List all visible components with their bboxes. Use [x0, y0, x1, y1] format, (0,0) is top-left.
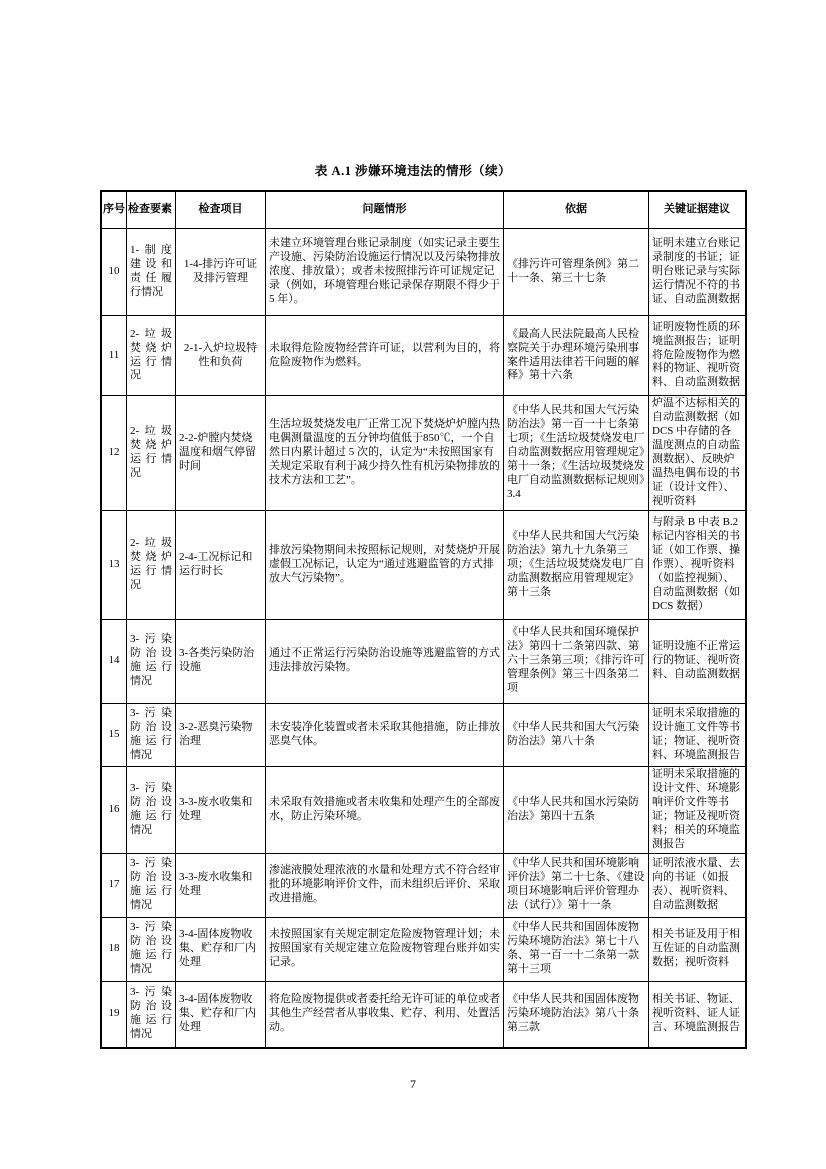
cell-basis: 《中华人民共和国固体废物污染环境防治法》第八十条第三款 — [504, 981, 649, 1048]
cell-no: 16 — [101, 766, 127, 853]
cell-evidence: 相关书证、物证、视听资料、证人证言、环境监测报告 — [649, 981, 747, 1048]
cell-problem: 将危险废物提供或者委托给无许可证的单位或者其他生产经营者从事收集、贮存、利用、处置活动。 — [266, 981, 504, 1048]
cell-basis: 《中华人民共和国环境影响评价法》第二十七条、《建设项目环境影响后评价管理办法（试行）》第十一条 — [504, 853, 649, 917]
cell-item: 3-2-恶臭污染物治理 — [176, 703, 266, 766]
cell-item: 2-2-炉膛内焚烧温度和烟气停留时间 — [176, 396, 266, 511]
table-row — [101, 853, 746, 917]
cell-evidence: 证明设施不正常运行的物证、视听资料、自动监测数据 — [649, 619, 747, 703]
cell-item: 3-各类污染防治设施 — [176, 619, 266, 703]
cell-evidence: 与附录 B 中表 B.2 标记内容相关的书证（如工作票、操作票）、视听资料（如监控视频）、自动监测数据（如 DCS 数据） — [649, 510, 747, 619]
cell-problem: 未建立环境管理台账记录制度（如实记录主要生产设施、污染防治设施运行情况以及污染物排放浓度、排放量）；或者未按照排污许可证规定记录（例如，环境管理台账记录保存期限不得少于 5 年）。 — [266, 229, 504, 316]
cell-element: 3-污染防治设施运行情况 — [127, 766, 176, 853]
cell-element: 2-垃圾焚烧炉运行情况 — [127, 316, 176, 396]
column-header-evidence: 关键证据建议 — [649, 191, 747, 229]
cell-no: 18 — [101, 917, 127, 981]
cell-evidence: 证明未采取措施的设计施工文件等书证；物证、视听资料、环境监测报告 — [649, 703, 747, 766]
column-header-element: 检查要素 — [127, 191, 176, 229]
cell-basis: 《中华人民共和国大气污染防治法》第八十条 — [504, 703, 649, 766]
header-row — [101, 191, 746, 229]
table-row — [101, 316, 746, 396]
cell-element: 2-垃圾焚烧炉运行情况 — [127, 510, 176, 619]
cell-basis: 《最高人民法院最高人民检察院关于办理环境污染刑事案件适用法律若干问题的解释》第十六条 — [504, 316, 649, 396]
cell-evidence: 证明未建立台账记录制度的书证；证明台账记录与实际运行情况不符的书证、自动监测数据 — [649, 229, 747, 316]
table-row — [101, 510, 746, 619]
cell-item: 3-4-固体废物收集、贮存和厂内处理 — [176, 981, 266, 1048]
table-row — [101, 703, 746, 766]
cell-element: 3-污染防治设施运行情况 — [127, 853, 176, 917]
cell-no: 12 — [101, 396, 127, 511]
table-row — [101, 981, 746, 1048]
table-row — [101, 917, 746, 981]
cell-item: 1-4-排污许可证及排污管理 — [176, 229, 266, 316]
cell-basis: 《排污许可管理条例》第二十一条、第三十七条 — [504, 229, 649, 316]
cell-item: 2-1-入炉垃圾特性和负荷 — [176, 316, 266, 396]
cell-element: 3-污染防治设施运行情况 — [127, 917, 176, 981]
cell-no: 13 — [101, 510, 127, 619]
cell-element: 1-制度建设和责任履行情况 — [127, 229, 176, 316]
column-header-problem: 问题情形 — [266, 191, 504, 229]
cell-basis: 《中华人民共和国大气污染防治法》第一百一十七条第七项；《生活垃圾焚烧发电厂自动监测数据应用管理规定》第十一条；《生活垃圾焚烧发电厂自动监测数据标记规则》3.4 — [504, 396, 649, 511]
cell-item: 3-3-废水收集和处理 — [176, 766, 266, 853]
table-header — [101, 191, 746, 229]
table-row — [101, 396, 746, 511]
cell-problem: 未安装净化装置或者未采取其他措施，防止排放恶臭气体。 — [266, 703, 504, 766]
cell-element: 2-垃圾焚烧炉运行情况 — [127, 396, 176, 511]
cell-evidence: 证明未采取措施的设计文件、环境影响评价文件等书证；物证及视听资料；相关的环境监测报告 — [649, 766, 747, 853]
table-row — [101, 619, 746, 703]
cell-basis: 《中华人民共和国水污染防治法》第四十五条 — [504, 766, 649, 853]
cell-problem: 未采取有效措施或者未收集和处理产生的全部废水，防止污染环境。 — [266, 766, 504, 853]
cell-element: 3-污染防治设施运行情况 — [127, 981, 176, 1048]
cell-basis: 《中华人民共和国大气污染防治法》第九十九条第三项；《生活垃圾焚烧发电厂自动监测数据应用管理规定》第十三条 — [504, 510, 649, 619]
table-title: 表 A.1 涉嫌环境违法的情形（续） — [314, 164, 512, 178]
column-header-basis: 依据 — [504, 191, 649, 229]
cell-evidence: 相关书证及用于相互佐证的自动监测数据；视听资料 — [649, 917, 747, 981]
cell-item: 3-4-固体废物收集、贮存和厂内处理 — [176, 917, 266, 981]
cell-basis: 《中华人民共和国固体废物污染环境防治法》第七十八条、第一百一十二条第一款第十三项 — [504, 917, 649, 981]
table-row — [101, 229, 746, 316]
violations-table — [100, 190, 747, 1049]
table-row — [101, 766, 746, 853]
cell-problem: 渗滤液膜处理浓液的水量和处理方式不符合经审批的环境影响评价文件，而未组织后评价、采取改进措施。 — [266, 853, 504, 917]
cell-no: 10 — [101, 229, 127, 316]
cell-element: 3-污染防治设施运行情况 — [127, 619, 176, 703]
cell-problem: 未取得危险废物经营许可证，以营利为目的，将危险废物作为燃料。 — [266, 316, 504, 396]
table-body — [101, 229, 746, 1049]
cell-basis: 《中华人民共和国环境保护法》第四十二条第四款、第六十三条第三项；《排污许可管理条例》第三十四条第二项 — [504, 619, 649, 703]
cell-item: 3-3-废水收集和处理 — [176, 853, 266, 917]
page-number: 7 — [410, 1077, 416, 1091]
cell-no: 17 — [101, 853, 127, 917]
cell-evidence: 炉温不达标相关的自动监测数据（如DCS 中存储的各温度测点的自动监测数据）、反映炉温热电偶布设的书证（设计文件）、视听资料 — [649, 396, 747, 511]
column-header-no: 序号 — [101, 191, 127, 229]
cell-no: 14 — [101, 619, 127, 703]
cell-no: 19 — [101, 981, 127, 1048]
cell-evidence: 证明浓液水量、去向的书证（如报表）、视听资料、自动监测数据 — [649, 853, 747, 917]
cell-problem: 通过不正常运行污染防治设施等逃避监管的方式违法排放污染物。 — [266, 619, 504, 703]
cell-problem: 生活垃圾焚烧发电厂正常工况下焚烧炉炉膛内热电偶测量温度的五分钟均值低于850℃，一个自然日内累计超过 5 次的，认定为“未按照国家有关规定采取有利于减少持久性有机污染物排放的技术方法和工艺”。 — [266, 396, 504, 511]
cell-problem: 排放污染物期间未按照标记规则，对焚烧炉开展虚假工况标记，认定为“通过逃避监管的方式排放大气污染物”。 — [266, 510, 504, 619]
cell-evidence: 证明废物性质的环境监测报告；证明将危险废物作为燃料的物证、视听资料、自动监测数据 — [649, 316, 747, 396]
cell-no: 15 — [101, 703, 127, 766]
column-header-item: 检查项目 — [176, 191, 266, 229]
cell-no: 11 — [101, 316, 127, 396]
cell-element: 3-污染防治设施运行情况 — [127, 703, 176, 766]
cell-problem: 未按照国家有关规定制定危险废物管理计划；未按照国家有关规定建立危险废物管理台账并如实记录。 — [266, 917, 504, 981]
cell-item: 2-4-工况标记和运行时长 — [176, 510, 266, 619]
